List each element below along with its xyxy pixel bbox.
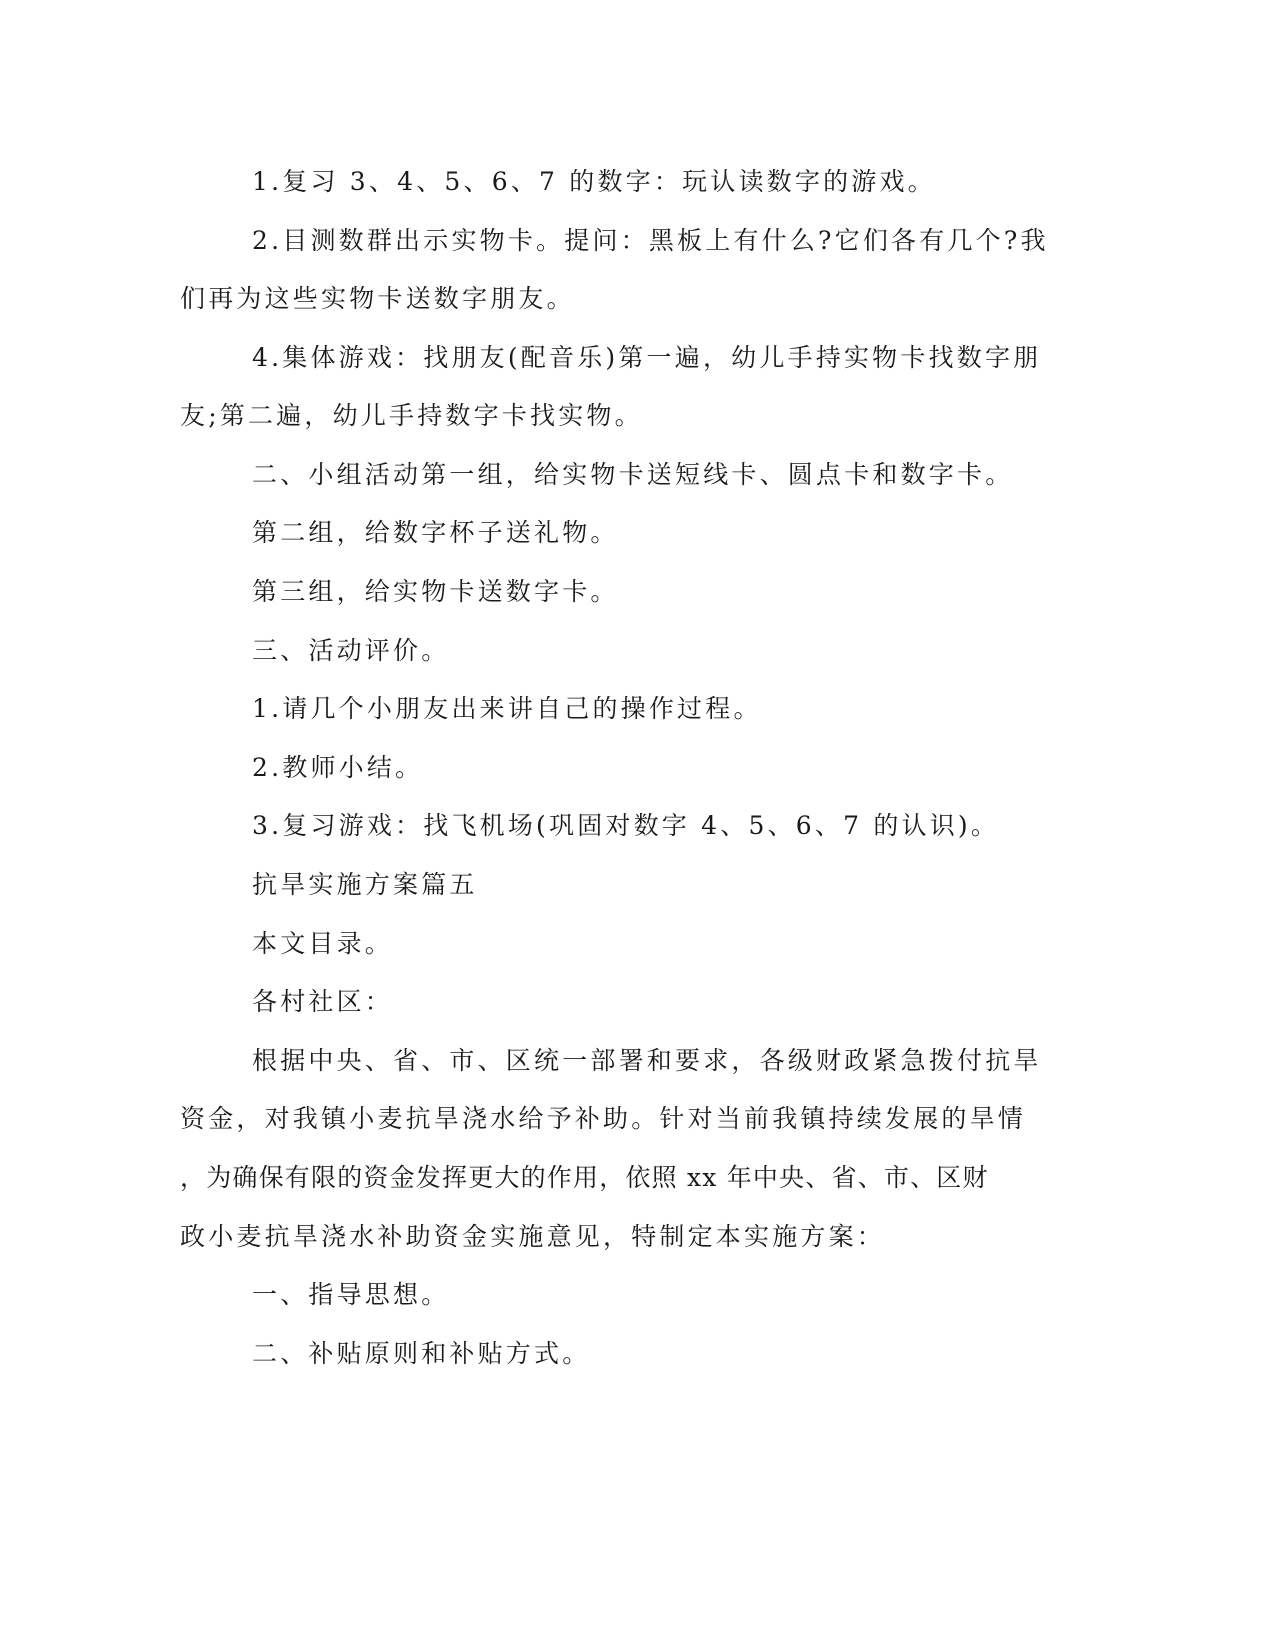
section-heading: 抗旱实施方案篇五: [252, 870, 478, 899]
paragraph-line: 友;第二遍，幼儿手持数字卡找实物。: [180, 401, 643, 430]
paragraph-line: 二、补贴原则和补贴方式。: [252, 1339, 591, 1368]
paragraph-line: 们再为这些实物卡送数字朋友。: [180, 284, 575, 313]
paragraph-line: 资金，对我镇小麦抗旱浇水给予补助。针对当前我镇持续发展的旱情: [180, 1104, 1027, 1133]
paragraph-line: ，为确保有限的资金发挥更大的作用，依照 xx 年中央、省、市、区财: [180, 1163, 989, 1192]
paragraph-line: 三、活动评价。: [252, 636, 450, 665]
paragraph-line: 根据中央、省、市、区统一部署和要求，各级财政紧急拨付抗旱: [252, 1046, 1042, 1075]
paragraph-line: 二、小组活动第一组，给实物卡送短线卡、圆点卡和数字卡。: [252, 460, 1014, 489]
paragraph-line: 4.集体游戏：找朋友(配音乐)第一遍，幼儿手持实物卡找数字朋: [252, 343, 1042, 372]
salutation: 各村社区：: [252, 987, 394, 1016]
paragraph-line: 2.教师小结。: [252, 753, 424, 782]
paragraph-line: 1.复习 3、4、5、6、7 的数字：玩认读数字的游戏。: [252, 167, 936, 196]
paragraph-line: 第三组，给实物卡送数字卡。: [252, 577, 619, 606]
paragraph-line: 2.目测数群出示实物卡。提问：黑板上有什么?它们各有几个?我: [252, 226, 1049, 255]
paragraph-line: 本文目录。: [252, 929, 394, 958]
paragraph-line: 政小麦抗旱浇水补助资金实施意见，特制定本实施方案：: [180, 1222, 886, 1251]
paragraph-line: 第二组，给数字杯子送礼物。: [252, 518, 619, 547]
paragraph-line: 一、指导思想。: [252, 1280, 450, 1309]
paragraph-line: 1.请几个小朋友出来讲自己的操作过程。: [252, 694, 762, 723]
paragraph-line: 3.复习游戏：找飞机场(巩固对数字 4、5、6、7 的认识)。: [252, 811, 1000, 840]
